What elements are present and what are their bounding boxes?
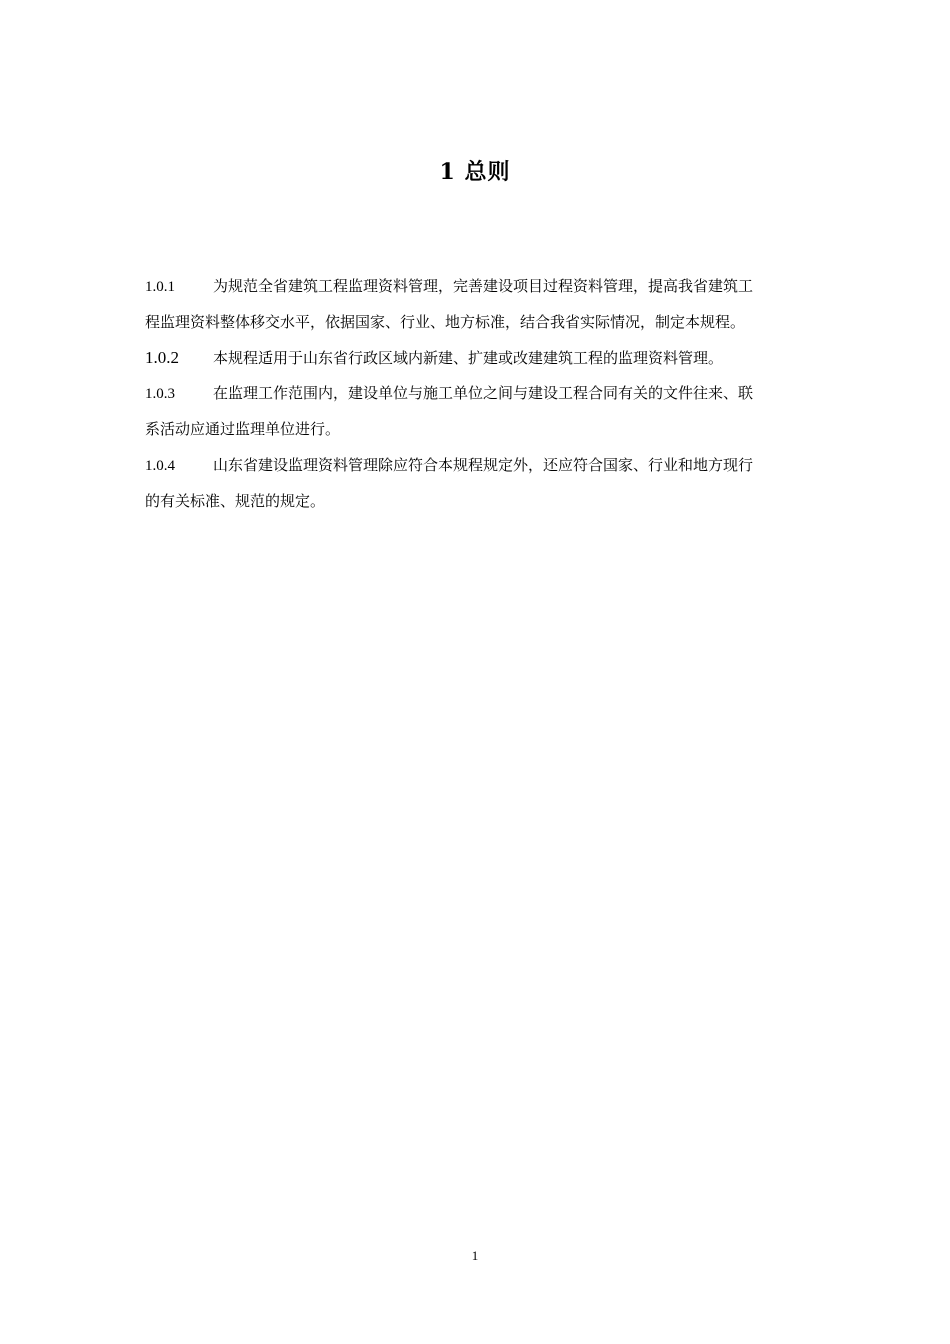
clause-text: 本规程适用于山东省行政区域内新建、扩建或改建建筑工程的监理资料管理。 <box>213 349 724 367</box>
clause-line: 程监理资料整体移交水平，依据国家、行业、地方标准，结合我省实际情况，制定本规程。 <box>145 313 746 331</box>
clauses-section <box>145 268 810 519</box>
chapter-title: 1 总则 <box>439 159 511 185</box>
clause-text: 山东省建设监理资料管理除应符合本规程规定外，还应符合国家、行业和地方现行 <box>213 456 754 474</box>
clause-line <box>145 375 810 411</box>
clause-text: 为规范全省建筑工程监理资料管理，完善建设项目过程资料管理，提高我省建筑工 <box>213 277 754 295</box>
clause-1-0-1 <box>145 268 810 340</box>
clause-number: 1.0.1 <box>145 279 175 295</box>
clause-line <box>145 268 810 304</box>
clause-1-0-3 <box>145 375 810 447</box>
clause-number: 1.0.2 <box>145 348 179 367</box>
clause-number: 1.0.4 <box>145 458 175 474</box>
clause-line: 系活动应通过监理单位进行。 <box>145 420 341 438</box>
clause-line <box>145 340 810 375</box>
clause-1-0-4 <box>145 447 810 519</box>
clause-line: 的有关标准、规范的规定。 <box>145 492 326 510</box>
page-number: 1 <box>471 1248 479 1263</box>
clause-text: 在监理工作范围内，建设单位与施工单位之间与建设工程合同有关的文件往来、联 <box>213 384 754 402</box>
clause-line <box>145 447 810 483</box>
clause-number: 1.0.3 <box>145 386 175 402</box>
clause-1-0-2 <box>145 340 810 375</box>
